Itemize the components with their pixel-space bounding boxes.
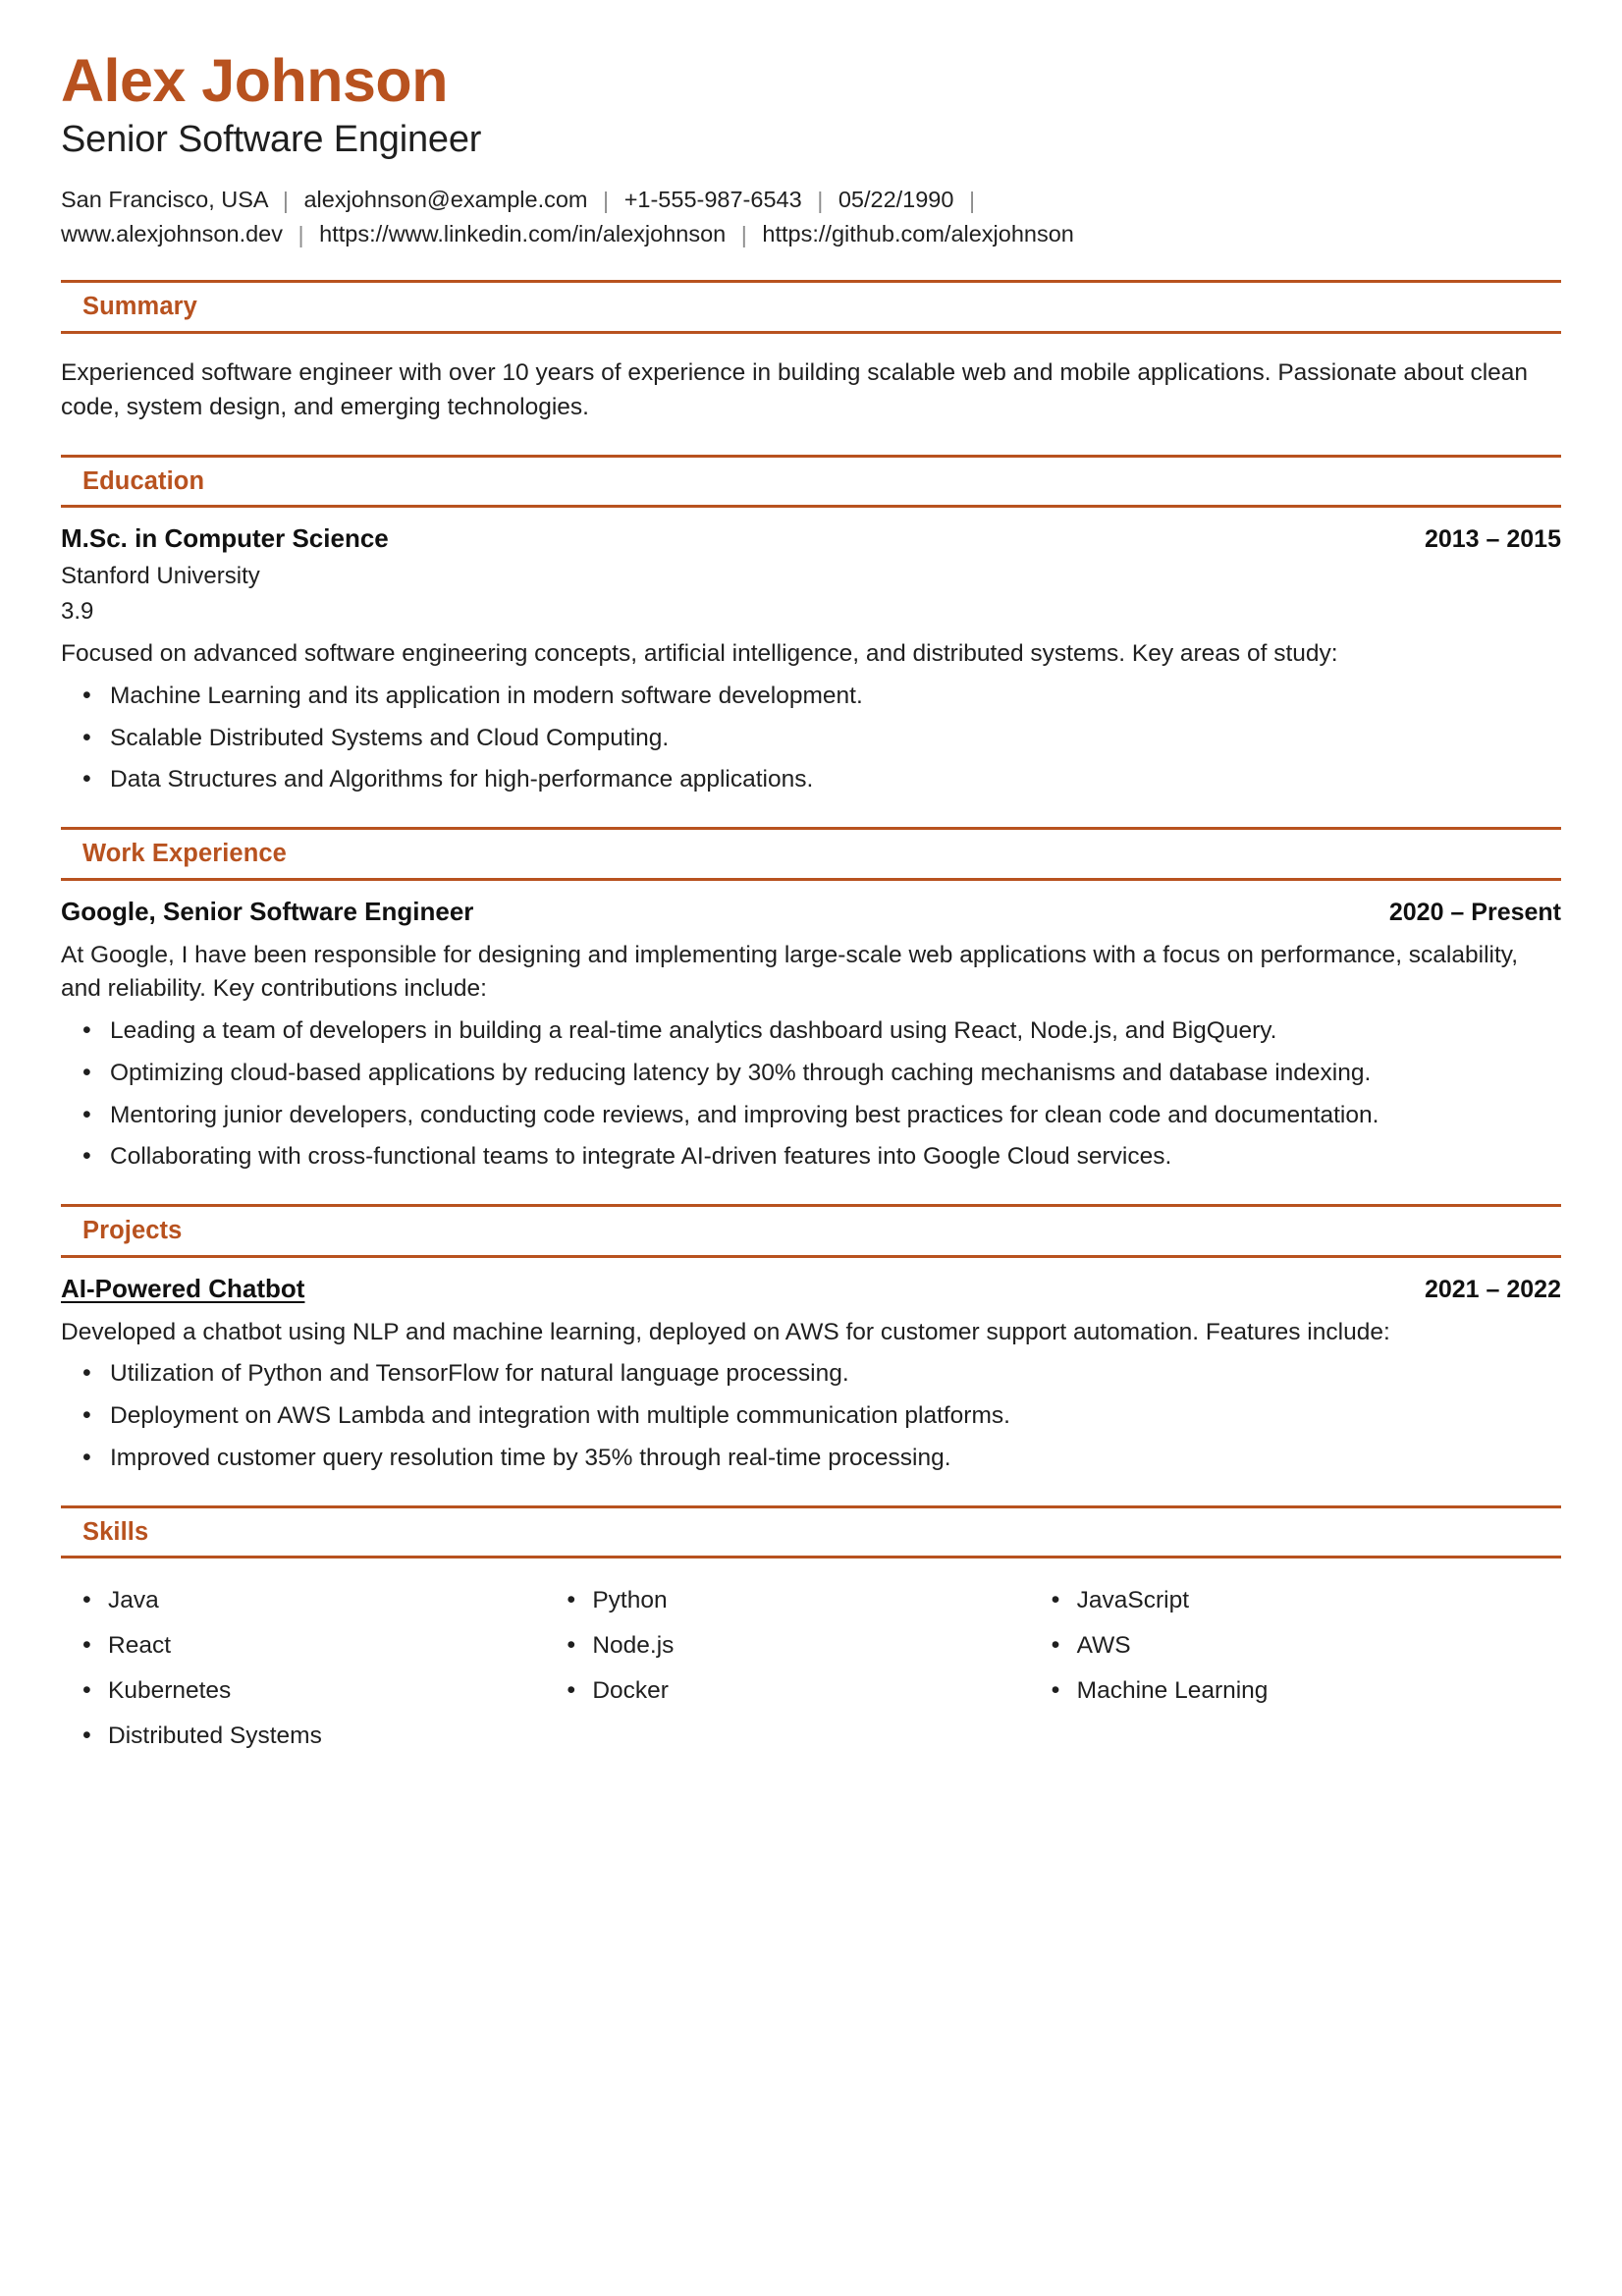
section-body-projects xyxy=(61,1258,1561,1476)
skill-item: • Java xyxy=(108,1578,592,1623)
contact-row-2 xyxy=(61,217,1561,251)
contact-birthdate: 05/22/1990 xyxy=(838,186,954,212)
section-education xyxy=(61,455,1561,798)
contact-phone[interactable]: +1-555-987-6543 xyxy=(623,186,802,212)
contact-row-1 xyxy=(61,183,1561,217)
skill-item: • React xyxy=(108,1623,592,1668)
contact-separator-icon: | xyxy=(740,221,747,247)
list-item: • Mentoring junior developers, conducting code reviews, and improving best practices for clean code and documentation. xyxy=(108,1099,1561,1133)
skill-item: • Machine Learning xyxy=(1077,1668,1561,1714)
project-date-range: 2021 – 2022 xyxy=(1424,1275,1561,1303)
section-body-work-experience xyxy=(61,881,1561,1175)
candidate-name: Alex Johnson xyxy=(61,47,448,114)
skill-item: • Python xyxy=(592,1578,1076,1623)
contact-linkedin[interactable]: https://www.linkedin.com/in/alexjohnson xyxy=(319,220,727,246)
project-entry-head xyxy=(61,1272,1561,1307)
work-description: At Google, I have been responsible for designing and implementing large-scale web applications with a focus on performance, scalability, and reliability. Key contributions include: xyxy=(61,941,1518,1003)
section-body-education xyxy=(61,508,1561,797)
list-item: • Utilization of Python and TensorFlow for natural language processing. xyxy=(108,1357,1561,1392)
skill-item: • Kubernetes xyxy=(108,1668,592,1714)
list-item: • Deployment on AWS Lambda and integration with multiple communication platforms. xyxy=(108,1399,1561,1434)
section-header-work-experience xyxy=(61,827,1561,881)
skill-item: • Node.js xyxy=(592,1623,1076,1668)
contact-email[interactable]: alexjohnson@example.com xyxy=(303,186,588,212)
education-description: Focused on advanced software engineering concepts, artificial intelligence, and distributed systems. Key areas of study: xyxy=(61,640,1338,668)
section-summary xyxy=(61,280,1561,424)
education-date-range: 2013 – 2015 xyxy=(1424,525,1561,554)
list-item: • Optimizing cloud-based applications by reducing latency by 30% through caching mechanisms and database indexing. xyxy=(108,1057,1561,1091)
skill-item: • AWS xyxy=(1077,1623,1561,1668)
skill-item: • Docker xyxy=(592,1668,1076,1714)
section-body-summary xyxy=(61,334,1561,425)
education-degree: M.Sc. in Computer Science xyxy=(61,523,389,554)
list-item: • Leading a team of developers in building a real-time analytics dashboard using React, Node.js, and BigQuery. xyxy=(108,1014,1561,1049)
contact-separator-icon: | xyxy=(297,221,304,247)
work-entry-head xyxy=(61,895,1561,930)
list-item: • Machine Learning and its application in modern software development. xyxy=(108,680,1561,714)
list-item: • Data Structures and Algorithms for high-performance applications. xyxy=(108,763,1561,797)
education-entry xyxy=(61,521,1561,797)
project-entry xyxy=(61,1272,1561,1476)
section-title: Projects xyxy=(82,1217,183,1245)
project-highlights xyxy=(61,1357,1561,1475)
contact-separator-icon: | xyxy=(282,187,289,213)
section-title: Skills xyxy=(82,1517,149,1546)
skill-item-placeholder xyxy=(592,1714,1076,1759)
list-item: • Scalable Distributed Systems and Cloud Computing. xyxy=(108,722,1561,756)
contact-separator-icon: | xyxy=(817,187,824,213)
contact-block xyxy=(61,183,1561,251)
education-entry-head xyxy=(61,521,1561,557)
candidate-headline: Senior Software Engineer xyxy=(61,119,482,161)
section-projects xyxy=(61,1204,1561,1475)
contact-separator-icon: | xyxy=(603,187,610,213)
project-description: Developed a chatbot using NLP and machine learning, deployed on AWS for customer support automation. Features include: xyxy=(61,1318,1390,1345)
section-body-skills xyxy=(61,1558,1561,1758)
list-item: • Improved customer query resolution time by 35% through real-time processing. xyxy=(108,1442,1561,1476)
education-highlights xyxy=(61,680,1561,797)
section-title: Education xyxy=(82,466,205,495)
work-highlights xyxy=(61,1014,1561,1175)
contact-separator-icon: | xyxy=(968,187,976,213)
resume-header xyxy=(61,47,1561,250)
education-gpa: 3.9 xyxy=(61,598,94,626)
contact-website[interactable]: www.alexjohnson.dev xyxy=(61,220,283,246)
skill-item: • Distributed Systems xyxy=(108,1714,592,1759)
section-skills xyxy=(61,1505,1561,1759)
work-date-range: 2020 – Present xyxy=(1388,898,1561,926)
project-name-link[interactable]: AI-Powered Chatbot xyxy=(61,1273,305,1303)
section-title: Work Experience xyxy=(82,840,287,868)
contact-github[interactable]: https://github.com/alexjohnson xyxy=(762,220,1074,246)
work-entry xyxy=(61,895,1561,1175)
summary-text: Experienced software engineer with over 10 years of experience in building scalable web and mobile applications. Passionate about clean code, system design, and emerging technologies. xyxy=(61,359,1529,420)
section-header-education xyxy=(61,455,1561,509)
work-role: Google, Senior Software Engineer xyxy=(61,896,474,926)
section-header-summary xyxy=(61,280,1561,334)
skill-item: • JavaScript xyxy=(1077,1578,1561,1623)
education-institution: Stanford University xyxy=(61,562,260,589)
skill-item-placeholder xyxy=(1077,1714,1561,1759)
section-header-skills xyxy=(61,1505,1561,1559)
list-item: • Collaborating with cross-functional teams to integrate AI-driven features into Google Cloud services. xyxy=(108,1140,1561,1175)
contact-location: San Francisco, USA xyxy=(61,186,268,212)
section-work-experience xyxy=(61,827,1561,1175)
skills-grid xyxy=(61,1578,1561,1758)
section-header-projects xyxy=(61,1204,1561,1258)
section-title: Summary xyxy=(82,293,197,321)
